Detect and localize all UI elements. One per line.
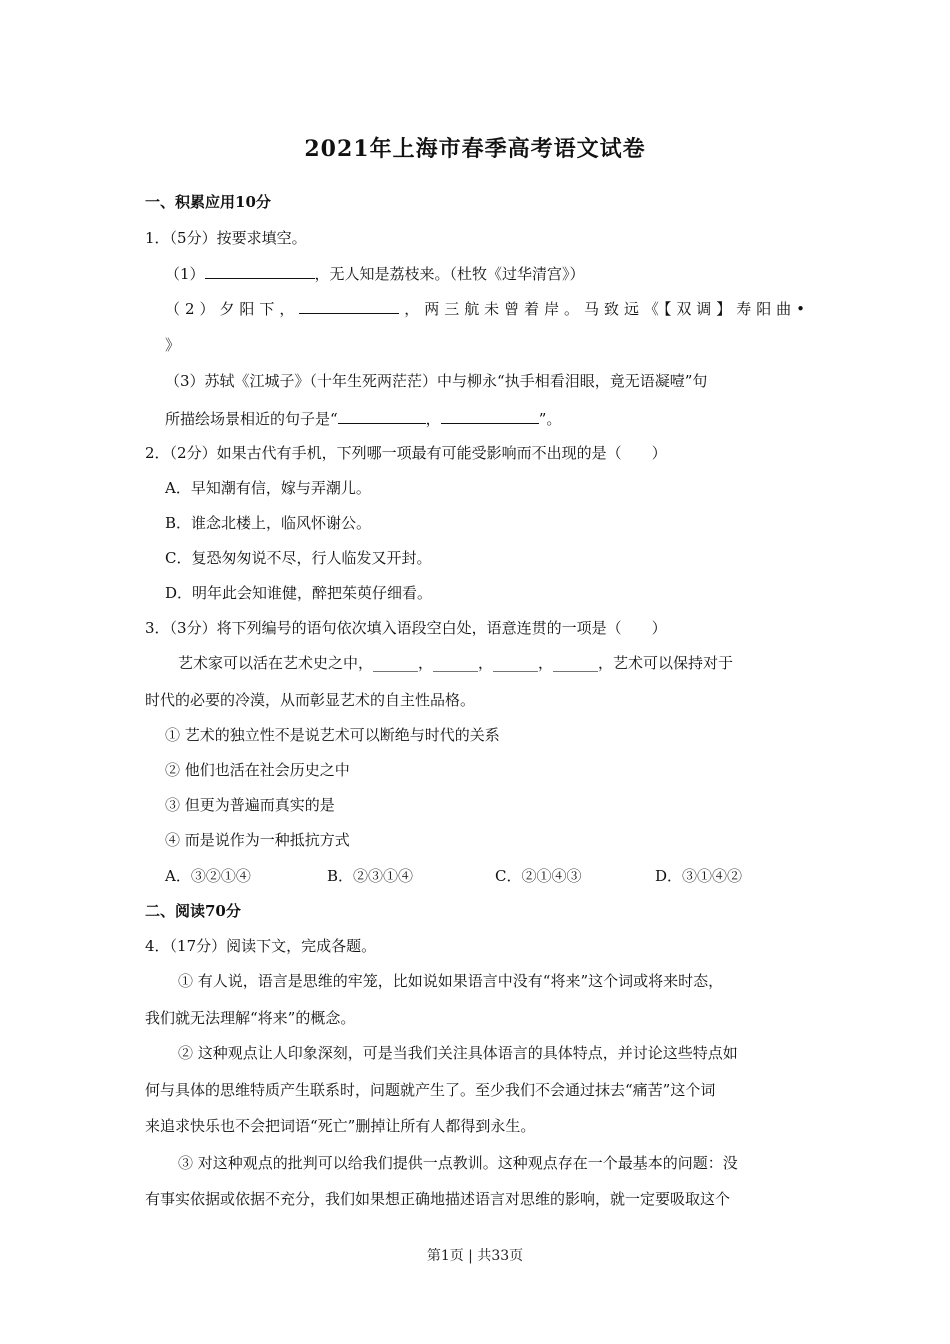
question-3-option-b[interactable]: B．②③①④ (327, 867, 414, 885)
fill-blank-1[interactable] (205, 263, 315, 279)
part-2-label: （2）夕阳下， (165, 300, 300, 318)
part-1-label: （1） (165, 265, 205, 283)
question-3-sentence-1: ① 艺术的独立性不是说艺术可以断绝与时代的关系 (165, 726, 500, 744)
question-1-stem: 1．（5分）按要求填空。 (145, 229, 307, 247)
section-heading-reading: 二、阅读70分 (145, 902, 241, 920)
fill-blank-3[interactable] (338, 408, 426, 424)
passage-paragraph-3-line-2: 有事实依据或依据不充分，我们如果想正确地描述语言对思维的影响，就一定要吸取这个 (145, 1190, 731, 1208)
section-heading-accumulation: 一、积累应用10分 (145, 193, 271, 211)
question-2-option-a[interactable]: A．早知潮有信，嫁与弄潮儿。 (165, 479, 371, 497)
question-3-option-a[interactable]: A．③②①④ (165, 867, 251, 885)
part-3-comma: ， (425, 410, 441, 428)
passage-paragraph-1-line-2: 我们就无法理解“将来”的概念。 (145, 1009, 356, 1027)
page-footer: 第1页 | 共33页 (426, 1248, 524, 1264)
passage-paragraph-2-line-3: 来追求快乐也不会把词语“死亡”删掉让所有人都得到永生。 (145, 1117, 536, 1135)
question-3-option-c[interactable]: C．②①④③ (495, 867, 582, 885)
passage-paragraph-3-line-1: ③ 对这种观点的批判可以给我们提供一点教训。这种观点存在一个最基本的问题：没 (178, 1154, 738, 1172)
question-3-option-d[interactable]: D．③①④② (655, 867, 743, 885)
question-2-option-c[interactable]: C．复恐匆匆说不尽，行人临发又开封。 (165, 549, 432, 567)
passage-paragraph-2-line-2: 何与具体的思维特质产生联系时，问题就产生了。至少我们不会通过抹去“痛苦”这个词 (145, 1081, 716, 1099)
passage-paragraph-2-line-1: ② 这种观点让人印象深刻，可是当我们关注具体语言的具体特点，并讨论这些特点如 (178, 1044, 738, 1062)
question-4-stem: 4．（17分）阅读下文，完成各题。 (145, 937, 377, 955)
question-1-part-2-wrap: 》 (165, 336, 181, 354)
question-3-sentence-4: ④ 而是说作为一种抵抗方式 (165, 831, 350, 849)
question-1-part-2 (165, 298, 805, 319)
part-3-end: ”。 (538, 410, 562, 428)
part-3-text: 所描绘场景相近的句子是“ (165, 410, 338, 428)
question-2-option-d[interactable]: D．明年此会知谁健，醉把茱萸仔细看。 (165, 584, 433, 602)
question-3-sentence-2: ② 他们也活在社会历史之中 (165, 761, 350, 779)
question-3-passage-line-1: 艺术家可以活在艺术史之中，______，______，______，______，艺术可以保持对于 (178, 654, 734, 672)
part-1-text: ，无人知是荔枝来。（杜牧《过华清宫》） (314, 265, 585, 283)
fill-blank-2[interactable] (299, 298, 399, 314)
passage-paragraph-1-line-1: ① 有人说，语言是思维的牢笼，比如说如果语言中没有“将来”这个词或将来时态， (178, 972, 724, 990)
question-3-passage-line-2: 时代的必要的冷漠，从而彰显艺术的自主性品格。 (145, 691, 476, 709)
question-2-option-b[interactable]: B．谁念北楼上，临风怀谢公。 (165, 514, 372, 532)
question-2-stem: 2．（2分）如果古代有手机，下列哪一项最有可能受影响而不出现的是（ ） (145, 444, 667, 462)
question-3-stem: 3．（3分）将下列编号的语句依次填入语段空白处，语意连贯的一项是（ ） (145, 619, 667, 637)
fill-blank-4[interactable] (441, 408, 539, 424)
page-title: 2021年上海市春季高考语文试卷 (304, 136, 646, 162)
question-1-part-3-line-1: （3）苏轼《江城子》（十年生死两茫茫）中与柳永“执手相看泪眼，竟无语凝噎”句 (165, 372, 708, 390)
question-1-part-1 (165, 263, 585, 284)
part-2-text: ，两三航未曾着岸。马致远《【双调】寿阳曲• (399, 300, 805, 318)
question-3-sentence-3: ③ 但更为普遍而真实的是 (165, 796, 335, 814)
question-1-part-3-line-2 (165, 408, 561, 429)
